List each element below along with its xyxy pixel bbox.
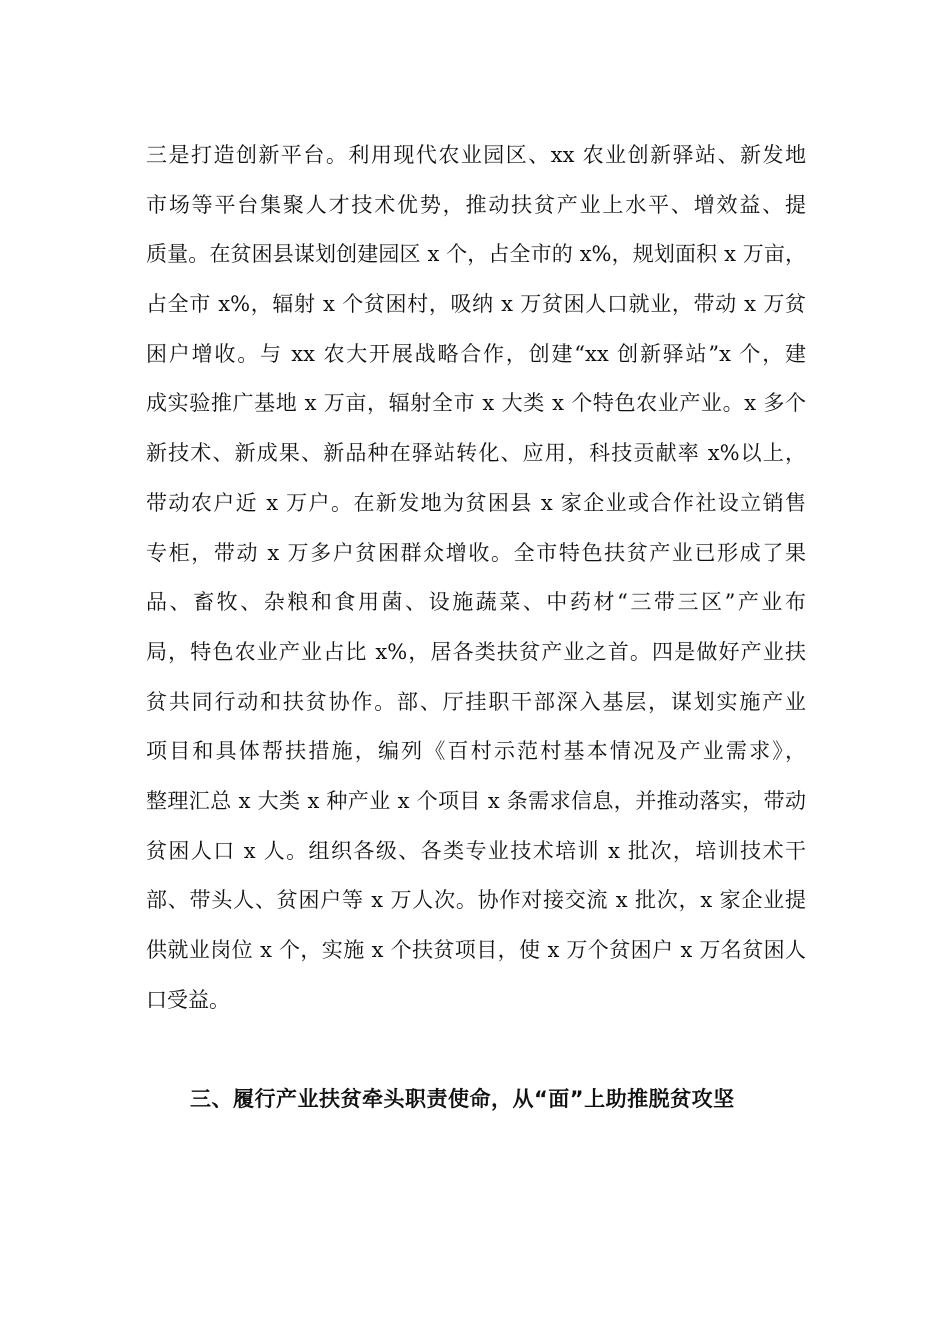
paragraph-line: 贫困人口 x 人。组织各级、各类专业技术培训 x 批次，培训技术干 (146, 838, 806, 863)
paragraph-line: 三是打造创新平台。利用现代农业园区、xx 农业创新驿站、新发地 (146, 143, 806, 167)
paragraph-line: 成实验推广基地 x 万亩，辐射全市 x 大类 x 个特色农业产业。x 多个 (146, 391, 806, 416)
paragraph-line: 带动农户近 x 万户。在新发地为贫困县 x 家企业或合作社设立销售 (146, 490, 806, 515)
paragraph-line: 局，特色农业产业占比 x%，居各类扶贫产业之首。四是做好产业扶 (146, 639, 806, 664)
paragraph-line: 品、畜牧、杂粮和食用菌、设施蔬菜、中药材“三带三区”产业布 (146, 590, 806, 615)
paragraph-line: 新技术、新成果、新品种在驿站转化、应用，科技贡献率 x%以上， (146, 441, 806, 466)
paragraph-line: 部、带头人、贫困户等 x 万人次。协作对接交流 x 批次，x 家企业提 (146, 888, 806, 913)
paragraph-line: 占全市 x%，辐射 x 个贫困村，吸纳 x 万贫困人口就业，带动 x 万贫 (146, 292, 806, 317)
paragraph-line: 项目和具体帮扶措施，编列《百村示范村基本情况及产业需求》， (146, 739, 806, 764)
body-paragraph (146, 131, 806, 1025)
paragraph-line: 专柜，带动 x 万多户贫困群众增收。全市特色扶贫产业已形成了果 (146, 540, 806, 565)
paragraph-line: 口受益。 (146, 987, 230, 1012)
paragraph-line: 贫共同行动和扶贫协作。部、厅挂职干部深入基层，谋划实施产业 (146, 689, 806, 714)
paragraph-line: 供就业岗位 x 个，实施 x 个扶贫项目，使 x 万个贫困户 x 万名贫困人 (146, 938, 806, 962)
paragraph-line: 质量。在贫困县谋划创建园区 x 个，占全市的 x%，规划面积 x 万亩， (146, 242, 806, 267)
paragraph-line: 市场等平台集聚人才技术优势，推动扶贫产业上水平、增效益、提 (146, 192, 806, 217)
paragraph-line: 困户增收。与 xx 农大开展战略合作，创建“xx 创新驿站”x 个，建 (146, 341, 806, 366)
section-heading: 三、履行产业扶贫牵头职责使命，从“面”上助推脱贫攻坚 (190, 1087, 735, 1111)
paragraph-line: 整理汇总 x 大类 x 种产业 x 个项目 x 条需求信息，并推动落实，带动 (146, 788, 806, 813)
